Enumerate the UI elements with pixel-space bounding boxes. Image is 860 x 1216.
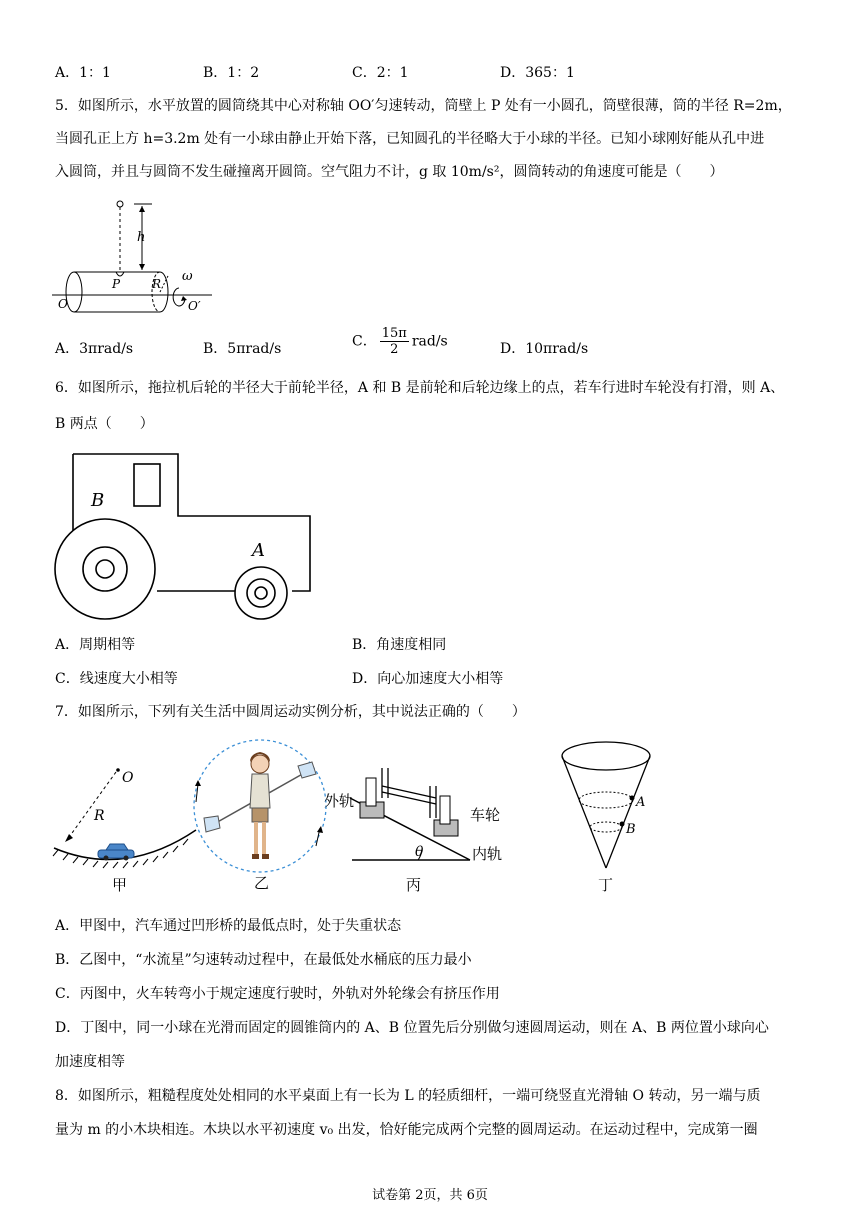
q6-tractor-figure <box>50 448 320 628</box>
q5-option-c-prefix: C． <box>352 333 377 350</box>
q7-inner-rail-label: 内轨 <box>472 845 503 863</box>
q7-option-a: A．甲图中，汽车通过凹形桥的最低点时，处于失重状态 <box>55 918 402 934</box>
q5-option-c-suffix: rad/s <box>411 333 448 350</box>
q5-cylinder-figure <box>52 196 222 316</box>
q6-option-a: A．周期相等 <box>55 637 136 653</box>
q7-jia-caption: 甲 <box>112 876 128 894</box>
q4-option-d: D．365：1 <box>500 65 575 81</box>
q8-stem-line-1: 8．如图所示，粗糙程度处处相同的水平桌面上有一长为 L 的轻质细杆，一端可绕竖直光滑轴 O 转动，另一端与质 <box>55 1088 761 1104</box>
q7-figure-jia <box>50 758 200 898</box>
q7-stem: 7．如图所示，下列有关生活中圆周运动实例分析，其中说法正确的（ ） <box>55 704 526 720</box>
car-icon <box>98 844 134 861</box>
q5-omega-label: ω <box>182 269 193 284</box>
q7-theta-label: θ <box>415 844 424 860</box>
q5-option-a: A．3πrad/s <box>55 341 134 357</box>
q7-option-b: B．乙图中，“水流星”匀速转动过程中，在最低处水桶底的压力最小 <box>55 952 472 968</box>
q5-p-label: P <box>112 277 121 291</box>
q4-option-b: B．1：2 <box>203 65 260 81</box>
q7-ding-caption: 丁 <box>598 876 614 894</box>
q7-jia-o-label: O <box>122 770 134 786</box>
q4-option-c: C．2：1 <box>352 65 409 81</box>
q7-figure-ding <box>556 736 666 898</box>
q5-option-c-fraction <box>380 326 409 357</box>
q5-o-label: O <box>58 297 68 311</box>
q7-figure-bing <box>322 758 522 898</box>
q7-bing-caption: 丙 <box>406 876 422 894</box>
q7-option-d-line-1: D．丁图中，同一小球在光滑而固定的圆锥筒内的 A、B 位置先后分别做匀速圆周运动，则在 A、B 两位置小球向心 <box>55 1020 769 1036</box>
q5-r-label: R <box>152 277 162 291</box>
q5-stem-line-1: 5．如图所示，水平放置的圆筒绕其中心对称轴 OO′匀速转动，筒壁上 P 处有一小圆孔，筒壁很薄，筒的半径 R=2m， <box>55 98 792 114</box>
q8-stem-line-2: 量为 m 的小木块相连。木块以水平初速度 v₀ 出发，恰好能完成两个完整的圆周运动。在运动过程中，完成第一圈 <box>55 1122 758 1138</box>
q6-a-label: A <box>252 540 265 561</box>
q7-yi-caption: 乙 <box>254 874 270 892</box>
q7-option-c: C．丙图中，火车转弯小于规定速度行驶时，外轨对外轮缘会有挤压作用 <box>55 986 500 1002</box>
q6-option-b: B．角速度相同 <box>352 637 447 653</box>
q5-option-c <box>352 326 448 357</box>
q6-option-c: C．线速度大小相等 <box>55 671 178 687</box>
q5-stem-line-3: 入圆筒，并且与圆筒不发生碰撞离开圆筒。空气阻力不计，g 取 10m/s²，圆筒转动的角速度可能是（ ） <box>55 164 724 180</box>
q7-jia-r-label: R <box>94 808 105 824</box>
q7-wheel-label: 车轮 <box>470 806 501 824</box>
page-footer: 试卷第 2页，共 6页 <box>372 1188 488 1203</box>
q4-option-a: A．1：1 <box>55 65 111 81</box>
q5-h-label: h <box>137 230 146 245</box>
q6-stem-line-2: B 两点（ ） <box>55 416 154 432</box>
q7-outer-rail-label: 外轨 <box>324 792 355 810</box>
q6-stem-line-1: 6．如图所示，拖拉机后轮的半径大于前轮半径，A 和 B 是前轮和后轮边缘上的点，若车行进时车轮没有打滑，则 A、 <box>55 380 785 396</box>
q7-option-d-line-2: 加速度相等 <box>55 1054 125 1070</box>
q5-option-d: D．10πrad/s <box>500 341 589 357</box>
q5-o-prime-label: O′ <box>188 299 201 313</box>
q5-stem-line-2: 当圆孔正上方 h=3.2m 处有一小球由静止开始下落，已知圆孔的半径略大于小球的半径。已知小球刚好能从孔中进 <box>55 131 765 147</box>
q6-b-label: B <box>91 490 105 511</box>
q7-ding-a-label: A <box>636 795 646 810</box>
girl-figure <box>250 752 270 859</box>
q5-option-c-numerator: 15π <box>381 326 407 341</box>
q6-option-d: D．向心加速度大小相等 <box>352 671 504 687</box>
q5-option-b: B．5πrad/s <box>203 341 282 357</box>
q7-ding-b-label: B <box>626 822 636 837</box>
q5-option-c-denominator: 2 <box>390 342 399 357</box>
q7-figure-yi <box>190 736 330 898</box>
